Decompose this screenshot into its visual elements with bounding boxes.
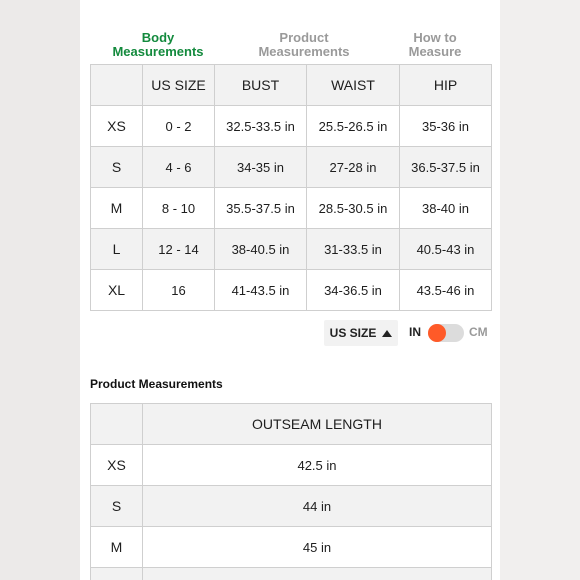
size-cell bbox=[91, 568, 143, 580]
size-cell: M bbox=[91, 527, 143, 568]
table-cell: 42.5 in bbox=[143, 445, 492, 486]
tab-how-to-measure[interactable] bbox=[385, 25, 485, 65]
toggle-knob bbox=[428, 324, 446, 342]
table-cell: 27-28 in bbox=[307, 147, 400, 188]
table-row bbox=[91, 188, 492, 229]
tab-label: How to Measure bbox=[408, 30, 462, 59]
table-row bbox=[91, 445, 492, 486]
table-cell: 41-43.5 in bbox=[215, 270, 307, 311]
table-cell: 35.5-37.5 in bbox=[215, 188, 307, 229]
product-measurements-table bbox=[90, 403, 492, 580]
table-header-row bbox=[91, 65, 492, 106]
tab-label: Product Measurements bbox=[258, 30, 350, 59]
table-cell: 34-36.5 in bbox=[307, 270, 400, 311]
header-cell bbox=[91, 404, 143, 445]
table-cell: 44 in bbox=[143, 486, 492, 527]
triangle-up-icon bbox=[382, 330, 392, 337]
table-cell: 4 - 6 bbox=[143, 147, 215, 188]
size-cell: XS bbox=[91, 445, 143, 486]
size-cell: L bbox=[91, 229, 143, 270]
table-cell: 38-40.5 in bbox=[215, 229, 307, 270]
table-row bbox=[91, 568, 492, 580]
table-cell: 43.5-46 in bbox=[400, 270, 492, 311]
tab-product-measurements[interactable] bbox=[245, 25, 363, 65]
table-cell: 25.5-26.5 in bbox=[307, 106, 400, 147]
size-cell: S bbox=[91, 147, 143, 188]
size-cell: M bbox=[91, 188, 143, 229]
table-cell: 12 - 14 bbox=[143, 229, 215, 270]
table-cell: 32.5-33.5 in bbox=[215, 106, 307, 147]
header-cell: OUTSEAM LENGTH bbox=[143, 404, 492, 445]
table-cell: 38-40 in bbox=[400, 188, 492, 229]
size-system-select[interactable] bbox=[324, 320, 398, 346]
size-cell: XL bbox=[91, 270, 143, 311]
table-cell: 34-35 in bbox=[215, 147, 307, 188]
table-row bbox=[91, 147, 492, 188]
unit-in-label: IN bbox=[409, 325, 421, 339]
header-cell: US SIZE bbox=[143, 65, 215, 106]
header-cell bbox=[91, 65, 143, 106]
size-cell: XS bbox=[91, 106, 143, 147]
size-cell: S bbox=[91, 486, 143, 527]
unit-toggle[interactable] bbox=[428, 324, 464, 342]
table-row bbox=[91, 229, 492, 270]
table-row bbox=[91, 270, 492, 311]
body-measurements-table bbox=[90, 64, 492, 311]
table-cell: 45 in bbox=[143, 527, 492, 568]
measurement-tabs bbox=[95, 25, 490, 67]
header-cell: WAIST bbox=[307, 65, 400, 106]
tab-body-measurements[interactable] bbox=[95, 25, 221, 67]
table-row bbox=[91, 486, 492, 527]
table-cell: 35-36 in bbox=[400, 106, 492, 147]
header-cell: HIP bbox=[400, 65, 492, 106]
table-cell: 36.5-37.5 in bbox=[400, 147, 492, 188]
table-row bbox=[91, 106, 492, 147]
unit-cm-label: CM bbox=[469, 325, 488, 339]
size-guide-panel bbox=[80, 0, 500, 580]
background-right bbox=[500, 0, 580, 580]
table-cell: 31-33.5 in bbox=[307, 229, 400, 270]
table-cell: 8 - 10 bbox=[143, 188, 215, 229]
table-cell: 0 - 2 bbox=[143, 106, 215, 147]
table-header-row bbox=[91, 404, 492, 445]
table-cell: 16 bbox=[143, 270, 215, 311]
tab-label: Body Measurements bbox=[112, 30, 204, 59]
background-left bbox=[0, 0, 80, 580]
table-cell bbox=[143, 568, 492, 580]
table-cell: 28.5-30.5 in bbox=[307, 188, 400, 229]
size-select-label: US SIZE bbox=[329, 326, 377, 340]
header-cell: BUST bbox=[215, 65, 307, 106]
section-title: Product Measurements bbox=[90, 377, 223, 391]
table-row bbox=[91, 527, 492, 568]
table-cell: 40.5-43 in bbox=[400, 229, 492, 270]
